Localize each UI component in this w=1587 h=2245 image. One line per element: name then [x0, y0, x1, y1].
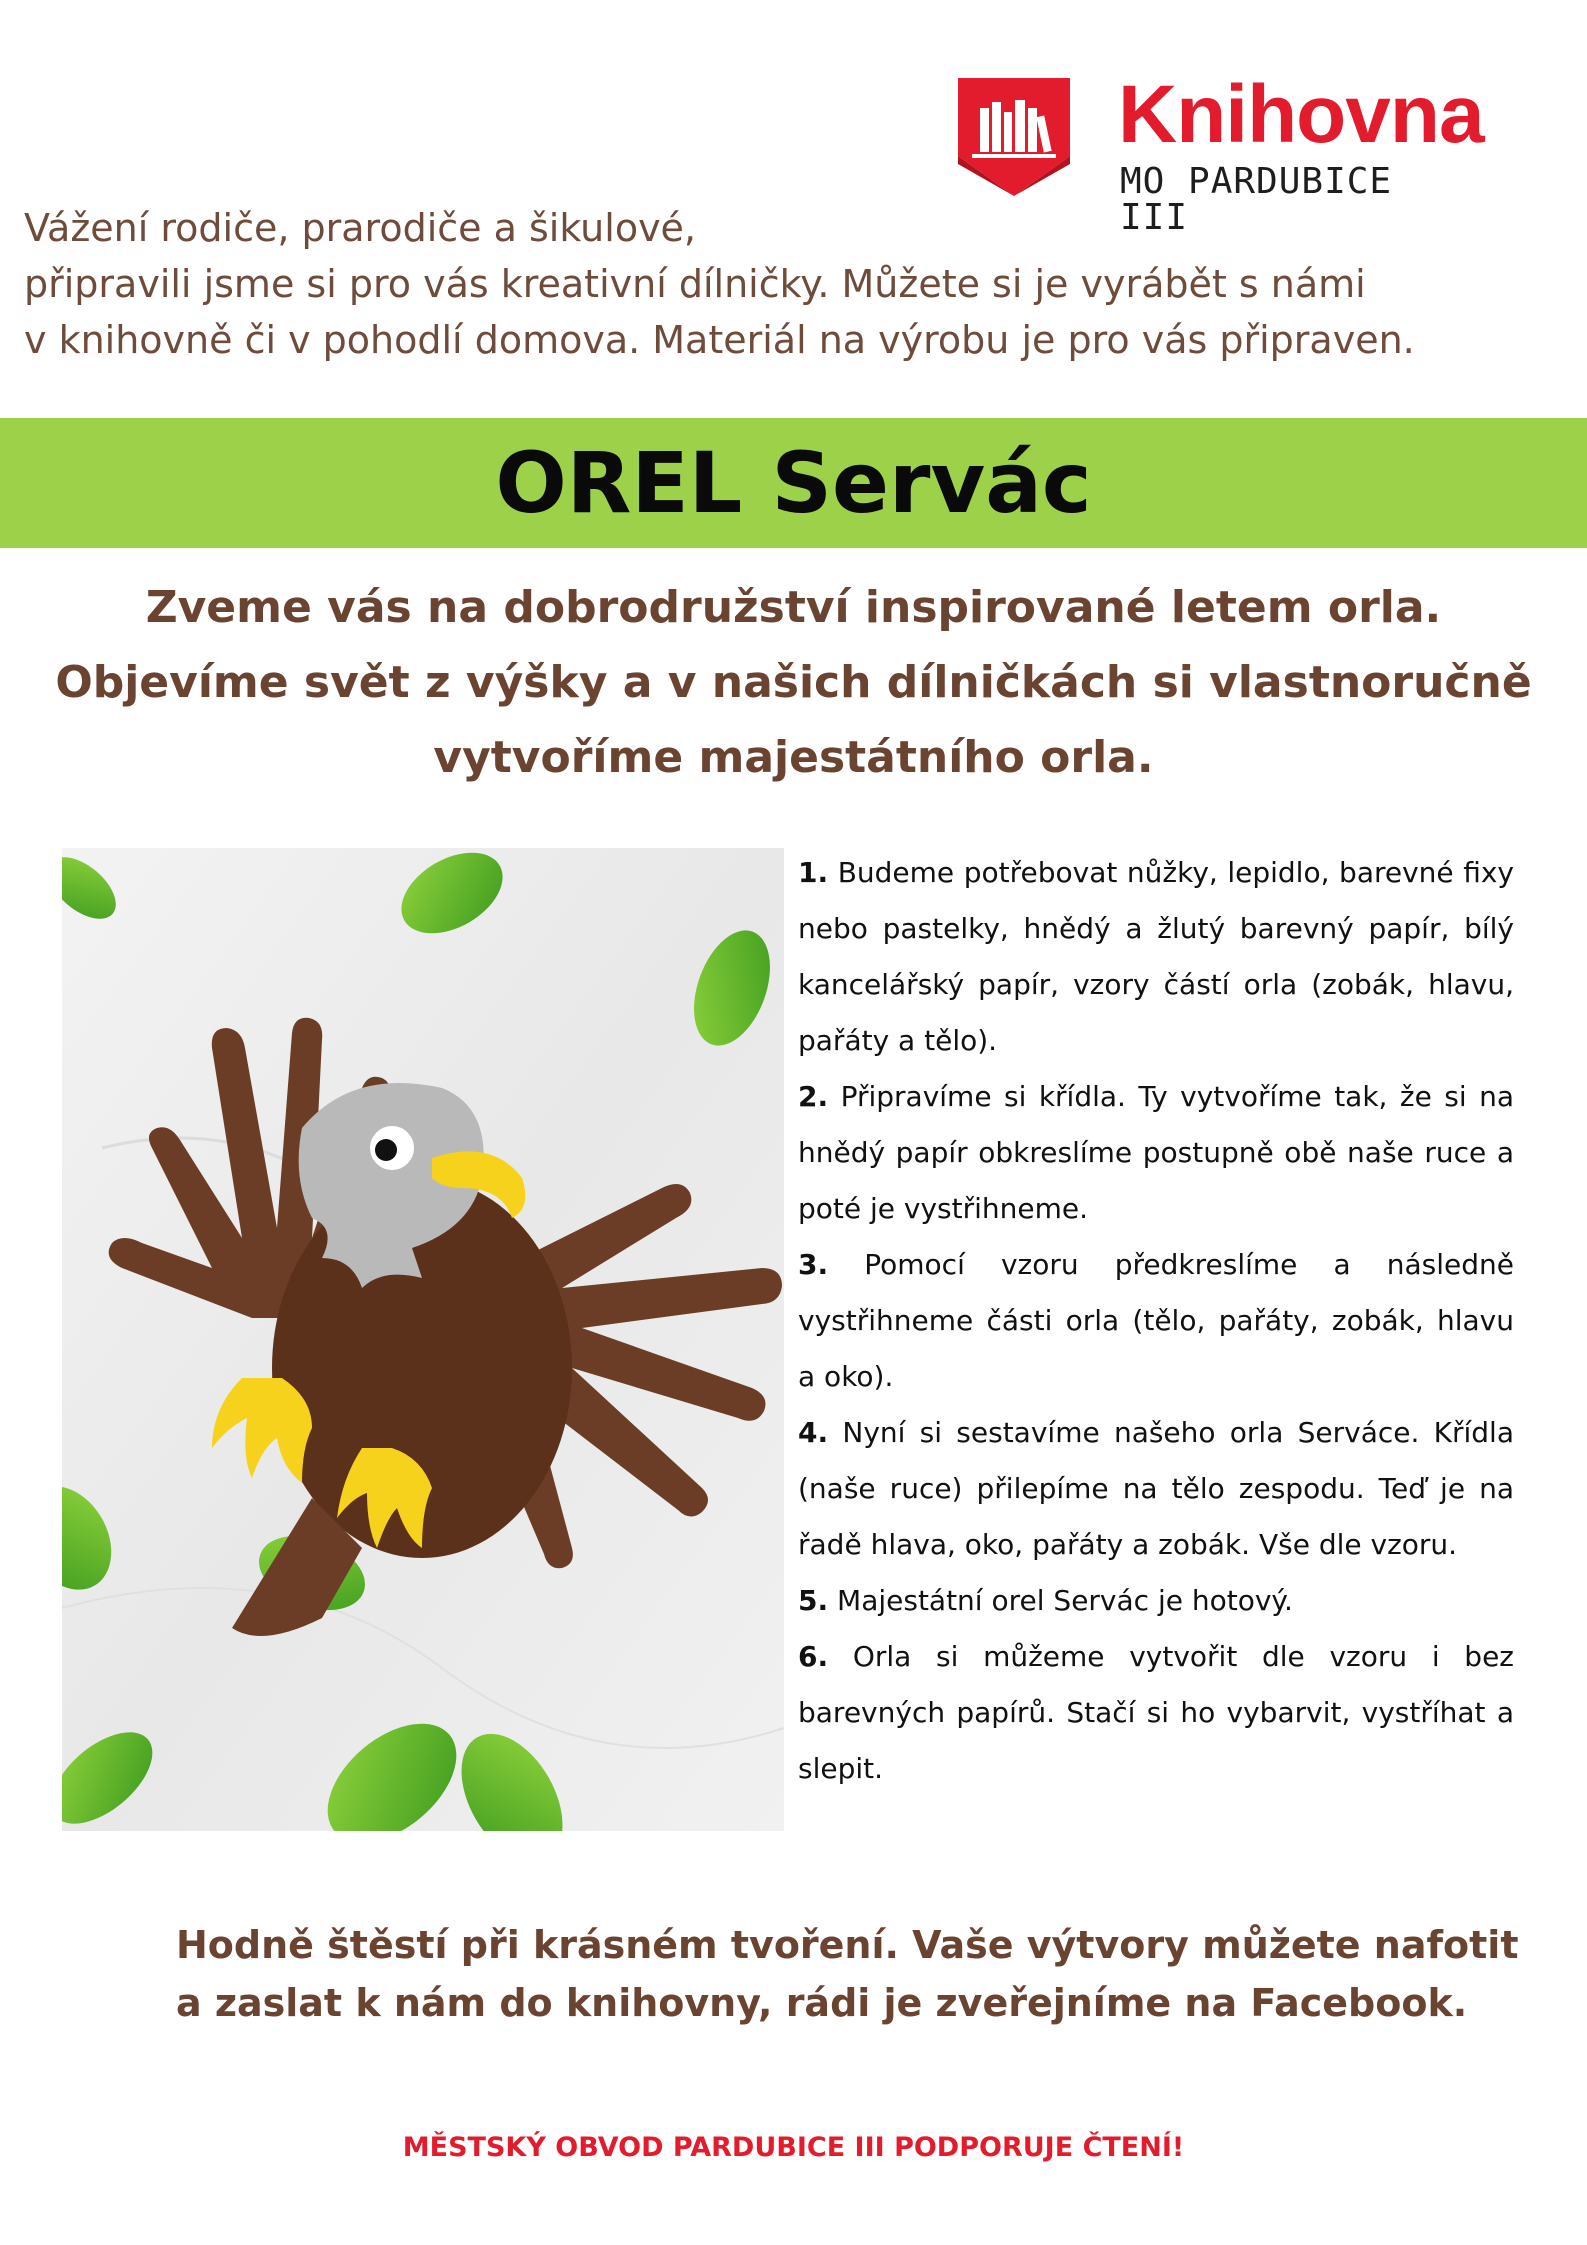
eagle-craft-photo — [62, 848, 784, 1831]
step-text: Majestátní orel Servác je hotový. — [837, 1584, 1293, 1617]
step-number: 5. — [798, 1584, 829, 1617]
step-number: 4. — [798, 1416, 829, 1449]
invitation-line: vytvoříme majestátního orla. — [433, 732, 1154, 783]
step-text: Orla si můžeme vytvořit dle vzoru i bez barevných papírů. Stačí si ho vybarvit, vystříhat a slepit. — [798, 1640, 1514, 1785]
step-number: 3. — [798, 1248, 829, 1281]
instruction-step — [798, 1237, 1514, 1405]
invitation-line: Zveme vás na dobrodružství inspirované letem orla. — [145, 582, 1442, 633]
step-text: Budeme potřebovat nůžky, lepidlo, barevné fixy nebo pastelky, hnědý a žlutý barevný papír, bílý kancelářský papír, vzory částí orla (zobák, hlavu, pařáty a tělo). — [798, 856, 1514, 1057]
eagle-craft-illustration — [62, 848, 784, 1831]
intro-line: v knihovně či v pohodlí domova. Materiál na výrobu je pro vás připraven. — [24, 318, 1415, 362]
invitation-heading — [0, 570, 1587, 795]
footer-slogan: MĚSTSKÝ OBVOD PARDUBICE III PODPORUJE ČTENÍ! — [402, 2132, 1185, 2163]
instruction-step — [798, 845, 1514, 1069]
closing-line: Hodně štěstí při krásném tvoření. Vaše výtvory můžete nafotit — [176, 1923, 1519, 1967]
library-books-logo-icon — [958, 78, 1070, 196]
step-text: Pomocí vzoru předkreslíme a následně vystřihneme části orla (tělo, pařáty, zobák, hlavu a oko). — [798, 1248, 1515, 1393]
instruction-steps — [798, 845, 1514, 1797]
invitation-line: Objevíme svět z výšky a v našich dílničkách si vlastnoručně — [55, 657, 1532, 708]
step-text: Nyní si sestavíme našeho orla Serváce. Křídla (naše ruce) přilepíme na tělo zespodu. Teď je na řadě hlava, oko, pařáty a zobák. Vše dle vzoru. — [798, 1416, 1514, 1561]
intro-line: připravili jsme si pro vás kreativní dílničky. Můžete si je vyrábět s námi — [24, 262, 1366, 306]
instruction-step — [798, 1629, 1514, 1797]
instruction-step — [798, 1573, 1514, 1629]
instruction-step — [798, 1069, 1514, 1237]
logo-subtitle: MO PARDUBICE III — [1120, 161, 1393, 238]
step-number: 1. — [798, 856, 829, 889]
step-number: 2. — [798, 1080, 829, 1113]
logo-title: Knihovna — [1118, 69, 1484, 160]
intro-line: Vážení rodiče, prarodiče a šikulové, — [24, 206, 697, 250]
page-title: OREL Servác — [495, 434, 1092, 532]
title-banner — [0, 418, 1587, 548]
closing-line: a zaslat k nám do knihovny, rádi je zveřejníme na Facebook. — [176, 1981, 1468, 2025]
closing-message — [176, 1916, 1519, 2032]
library-logo — [958, 69, 1484, 238]
step-number: 6. — [798, 1640, 829, 1673]
step-text: Připravíme si křídla. Ty vytvoříme tak, že si na hnědý papír obkreslíme postupně obě naše ruce a poté je vystřihneme. — [798, 1080, 1514, 1225]
intro-text — [24, 200, 1564, 368]
instruction-step — [798, 1405, 1514, 1573]
